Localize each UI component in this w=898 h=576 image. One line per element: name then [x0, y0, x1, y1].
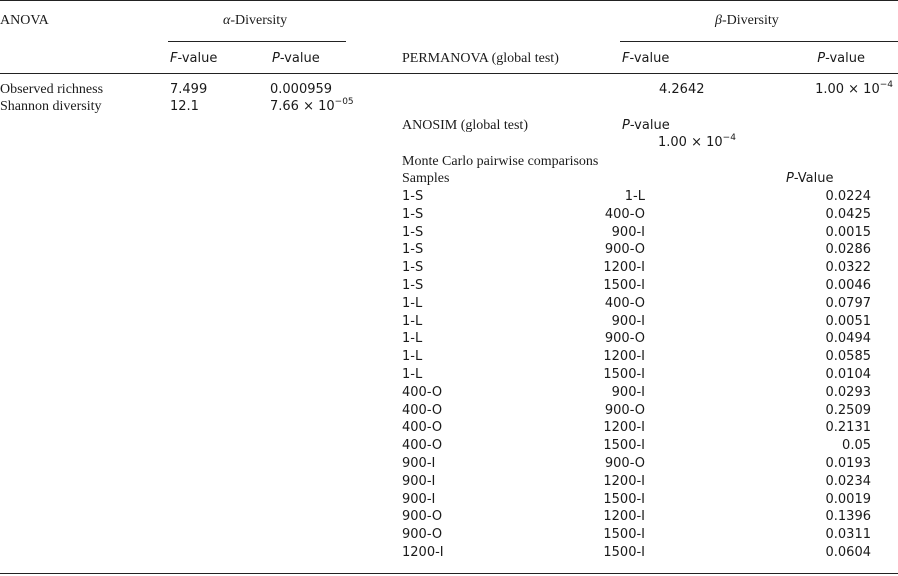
p-value-cell: 0.0051 [825, 313, 871, 329]
beta-group-rule [620, 41, 898, 42]
p-value-cell: 0.0224 [825, 189, 871, 204]
sample-a-cell: 1-L [402, 295, 423, 311]
p-value-cell: 0.0193 [825, 456, 871, 471]
table-row [0, 331, 898, 348]
sample-a-cell: 1-S [402, 242, 424, 258]
sample-b-cell: 1500-I [603, 278, 645, 293]
p-value-cell: 0.0286 [825, 242, 871, 258]
sample-b-cell: 1200-I [603, 509, 645, 525]
anosim-p-exponent: −4 [722, 133, 736, 143]
table-row [0, 314, 898, 331]
anosim-p-value: $1.00 \times 10^{-4}$ [658, 133, 736, 150]
permanova-f-header [622, 51, 669, 67]
alpha-diversity-header [223, 13, 287, 29]
sample-b-cell: 1200-I [603, 420, 645, 436]
sample-a-cell: 900-O [402, 509, 443, 525]
p-value-cell: 0.0046 [825, 278, 871, 293]
sample-a-cell: 900-I [402, 473, 436, 489]
sample-a-cell: 900-I [402, 456, 436, 471]
permanova-p-symbol: P [817, 51, 826, 66]
table-row [0, 474, 898, 491]
anova-row-p: 0.000959 [270, 82, 333, 97]
permanova-f-value: 4.2642 [659, 82, 705, 97]
sample-a-cell: 1-L [402, 313, 423, 329]
p-value-cell: 0.0015 [825, 224, 871, 240]
beta-symbol: β [715, 13, 722, 28]
anova-label: ANOVA [0, 13, 49, 28]
sample-a-cell: 1-S [402, 189, 424, 204]
table-row [0, 242, 898, 259]
sample-b-cell: 1200-I [603, 473, 645, 489]
anova-row-name: Shannon diversity [0, 99, 102, 114]
anova-p-suffix: -value [279, 51, 320, 66]
p-value-cell: 0.0019 [825, 491, 871, 507]
permanova-p-suffix: -value [825, 51, 865, 66]
anova-f-header [170, 51, 217, 67]
p-value-cell: 0.1396 [825, 509, 871, 525]
beta-label-suffix: -Diversity [721, 13, 779, 28]
p-value-cell: 0.0585 [825, 349, 871, 365]
sample-a-cell: 400-O [402, 384, 443, 400]
table-row [0, 492, 898, 509]
table-row [0, 225, 898, 242]
anova-p-exponent: −05 [334, 97, 354, 107]
sample-a-cell: 400-O [402, 402, 443, 418]
table-row [0, 367, 898, 384]
sample-b-cell: 400-O [604, 295, 645, 311]
permanova-p-mantissa: 1.00 [815, 82, 845, 97]
sample-b-cell: 400-O [604, 206, 645, 222]
table-top-rule [0, 0, 898, 1]
p-value-cell: 0.2509 [825, 402, 871, 418]
sample-a-cell: 1-S [402, 206, 424, 222]
permanova-f-suffix: -value [629, 51, 670, 66]
table-row [0, 545, 898, 562]
sample-b-cell: 1500-I [603, 367, 645, 382]
anova-row-f: 12.1 [170, 99, 199, 114]
sample-b-cell: 1500-I [603, 527, 645, 543]
monte-carlo-label: Monte Carlo pairwise comparisons [402, 154, 599, 169]
alpha-symbol: α [223, 13, 231, 28]
anosim-p-symbol: P [622, 118, 630, 133]
table-row [0, 296, 898, 313]
sample-a-cell: 1-S [402, 260, 424, 276]
p-value-cell: 0.0797 [825, 295, 871, 311]
header-bottom-rule [0, 73, 898, 74]
p-value-cell: 0.0425 [825, 206, 871, 222]
sample-a-cell: 400-O [402, 438, 443, 454]
anova-row-name: Observed richness [0, 82, 104, 97]
table-row [0, 278, 898, 295]
table-row [0, 403, 898, 420]
sample-b-cell: 900-O [604, 456, 645, 471]
sample-b-cell: 1200-I [603, 260, 645, 276]
sample-b-cell: 900-I [611, 224, 645, 240]
anosim-p-header [622, 118, 670, 134]
anosim-label: ANOSIM (global test) [402, 118, 528, 133]
sample-b-cell: 1500-I [603, 491, 645, 507]
p-value-cell: 0.0494 [825, 331, 871, 347]
anova-p-header [272, 51, 320, 67]
p-value-cell: 0.0604 [825, 545, 871, 560]
samples-label: Samples [402, 171, 450, 186]
monte-carlo-p-header [786, 171, 833, 187]
sample-b-cell: 900-O [604, 402, 645, 418]
monte-carlo-p-suffix: -Value [793, 171, 834, 186]
permanova-p-value: $1.00 \times 10^{-4}$ [815, 80, 893, 97]
sample-a-cell: 1200-I [402, 545, 444, 560]
p-value-cell: 0.05 [842, 438, 871, 454]
table-row [0, 420, 898, 437]
sample-b-cell: 900-O [604, 242, 645, 258]
p-value-cell: 0.0293 [825, 384, 871, 400]
p-value-cell: 0.0104 [825, 367, 871, 382]
table-row [0, 260, 898, 277]
sample-b-cell: 1500-I [603, 438, 645, 454]
sample-b-cell: 900-I [611, 313, 645, 329]
permanova-p-exponent: −4 [879, 80, 893, 90]
anova-p-symbol: P [272, 51, 280, 66]
anova-row-p-sci: $7.66 \times 10^{-05}$ [270, 97, 354, 114]
p-value-cell: 0.0311 [825, 527, 871, 543]
permanova-label: PERMANOVA (global test) [402, 51, 559, 66]
p-value-cell: 0.2131 [825, 420, 871, 436]
anova-row-f: 7.499 [170, 82, 208, 97]
p-value-cell: 0.0322 [825, 260, 871, 276]
sample-b-cell: 1200-I [603, 349, 645, 365]
sample-a-cell: 400-O [402, 420, 443, 436]
sample-b-cell: 1-L [624, 189, 645, 204]
table-row [0, 438, 898, 455]
table-row [0, 385, 898, 402]
table-bottom-rule [0, 573, 898, 574]
sample-b-cell: 900-O [604, 331, 645, 347]
sample-a-cell: 1-L [402, 331, 423, 347]
anova-p-mantissa: 7.66 [270, 99, 299, 114]
table-row [0, 456, 898, 473]
monte-carlo-p-symbol: P [786, 171, 794, 186]
p-value-cell: 0.0234 [825, 473, 871, 489]
table-row [0, 509, 898, 526]
table-row [0, 189, 898, 206]
sample-b-cell: 1500-I [603, 545, 645, 560]
beta-diversity-header [715, 13, 779, 29]
table-row [0, 207, 898, 224]
anova-f-symbol: F [170, 51, 178, 66]
anosim-p-suffix: -value [629, 118, 670, 133]
alpha-group-rule [168, 41, 346, 42]
sample-a-cell: 1-L [402, 349, 423, 365]
sample-a-cell: 900-I [402, 491, 436, 507]
permanova-f-symbol: F [622, 51, 630, 66]
sample-a-cell: 1-S [402, 278, 424, 293]
sample-b-cell: 900-I [611, 384, 645, 400]
alpha-label-suffix: -Diversity [230, 13, 288, 28]
sample-a-cell: 900-O [402, 527, 443, 543]
table-row [0, 527, 898, 544]
table-row [0, 349, 898, 366]
anosim-p-mantissa: 1.00 [658, 135, 687, 150]
sample-a-cell: 1-L [402, 367, 423, 382]
sample-a-cell: 1-S [402, 224, 424, 240]
anova-f-suffix: -value [177, 51, 218, 66]
permanova-p-header [817, 51, 865, 67]
